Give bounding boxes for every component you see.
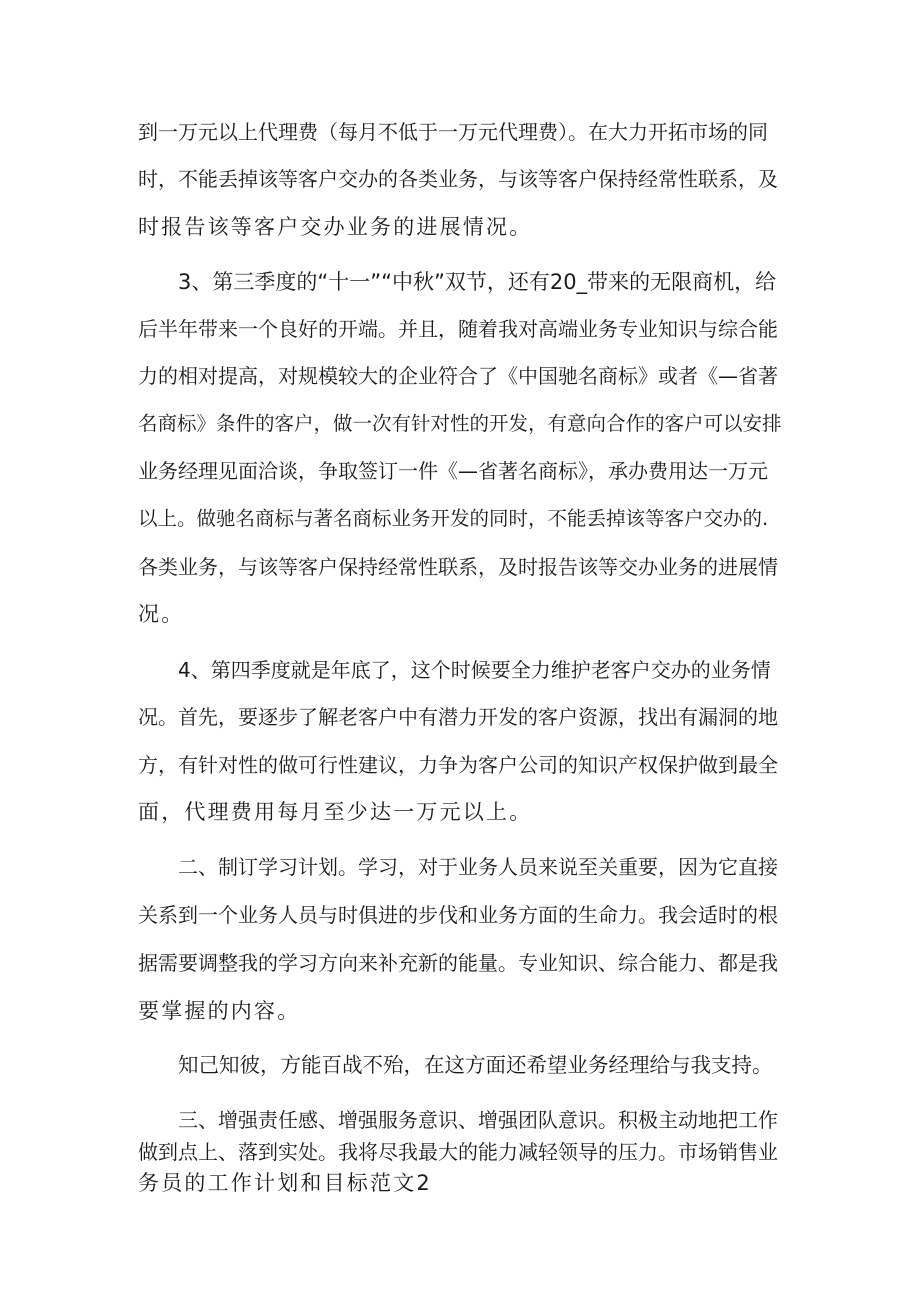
text-line: 关系到一个业务人员与时俱进的步伐和业务方面的生命力。我会适时的根 <box>138 903 778 927</box>
text-line: 3、第三季度的“十一”“中秋”双节，还有20_带来的无限商机，给 <box>178 270 777 294</box>
text-line: 况。 <box>138 602 185 626</box>
text-line: 务员的工作计划和目标范文2 <box>138 1171 432 1195</box>
text-line: 三、增强责任感、增强服务意识、增强团队意识。积极主动地把工作 <box>178 1108 778 1132</box>
text-line: 二、制订学习计划。学习，对于业务人员来说至关重要，因为它直接 <box>178 855 778 879</box>
text-line: 后半年带来一个良好的开端。并且，随着我对高端业务专业知识与综合能 <box>138 317 778 341</box>
text-line: 据需要调整我的学习方向来补充新的能量。专业知识、综合能力、都是我 <box>138 951 778 975</box>
text-line: 况。首先，要逐步了解老客户中有潜力开发的客户资源，找出有漏洞的地 <box>138 705 778 729</box>
text-line: 要掌握的内容。 <box>138 999 301 1023</box>
text-line: 名商标》条件的客户，做一次有针对性的开发，有意向合作的客户可以安排 <box>138 412 782 435</box>
text-line: 业务经理见面洽谈，争取签订一件《—省著名商标》，承办费用达一万元 <box>138 459 768 483</box>
text-line: 时，不能丢掉该等客户交办的各类业务，与该等客户保持经常性联系，及 <box>138 167 778 191</box>
text-line: 时报告该等客户交办业务的进展情况。 <box>138 215 533 239</box>
text-line: 以上。做驰名商标与著名商标业务开发的同时，不能丢掉该等客户交办的. <box>138 507 769 530</box>
text-line: 方，有针对性的做可行性建议，力争为客户公司的知识产权保护做到最全 <box>138 753 778 777</box>
text-line: 力的相对提高，对规模较大的企业符合了《中国驰名商标》或者《—省著 <box>138 364 778 388</box>
text-line: 做到点上、落到实处。我将尽我最大的能力减轻领导的压力。市场销售业 <box>138 1140 778 1164</box>
text-line: 到一万元以上代理费（每月不低于一万元代理费）。在大力开拓市场的同 <box>138 120 768 144</box>
text-line: 4、第四季度就是年底了，这个时候要全力维护老客户交办的业务情 <box>178 658 771 682</box>
text-line: 各类业务，与该等客户保持经常性联系，及时报告该等交办业务的进展情 <box>138 555 778 579</box>
text-line: 面，代理费用每月至少达一万元以上。 <box>138 800 533 824</box>
text-line: 知己知彼，方能百战不殆，在这方面还希望业务经理给与我支持。 <box>178 1053 773 1077</box>
